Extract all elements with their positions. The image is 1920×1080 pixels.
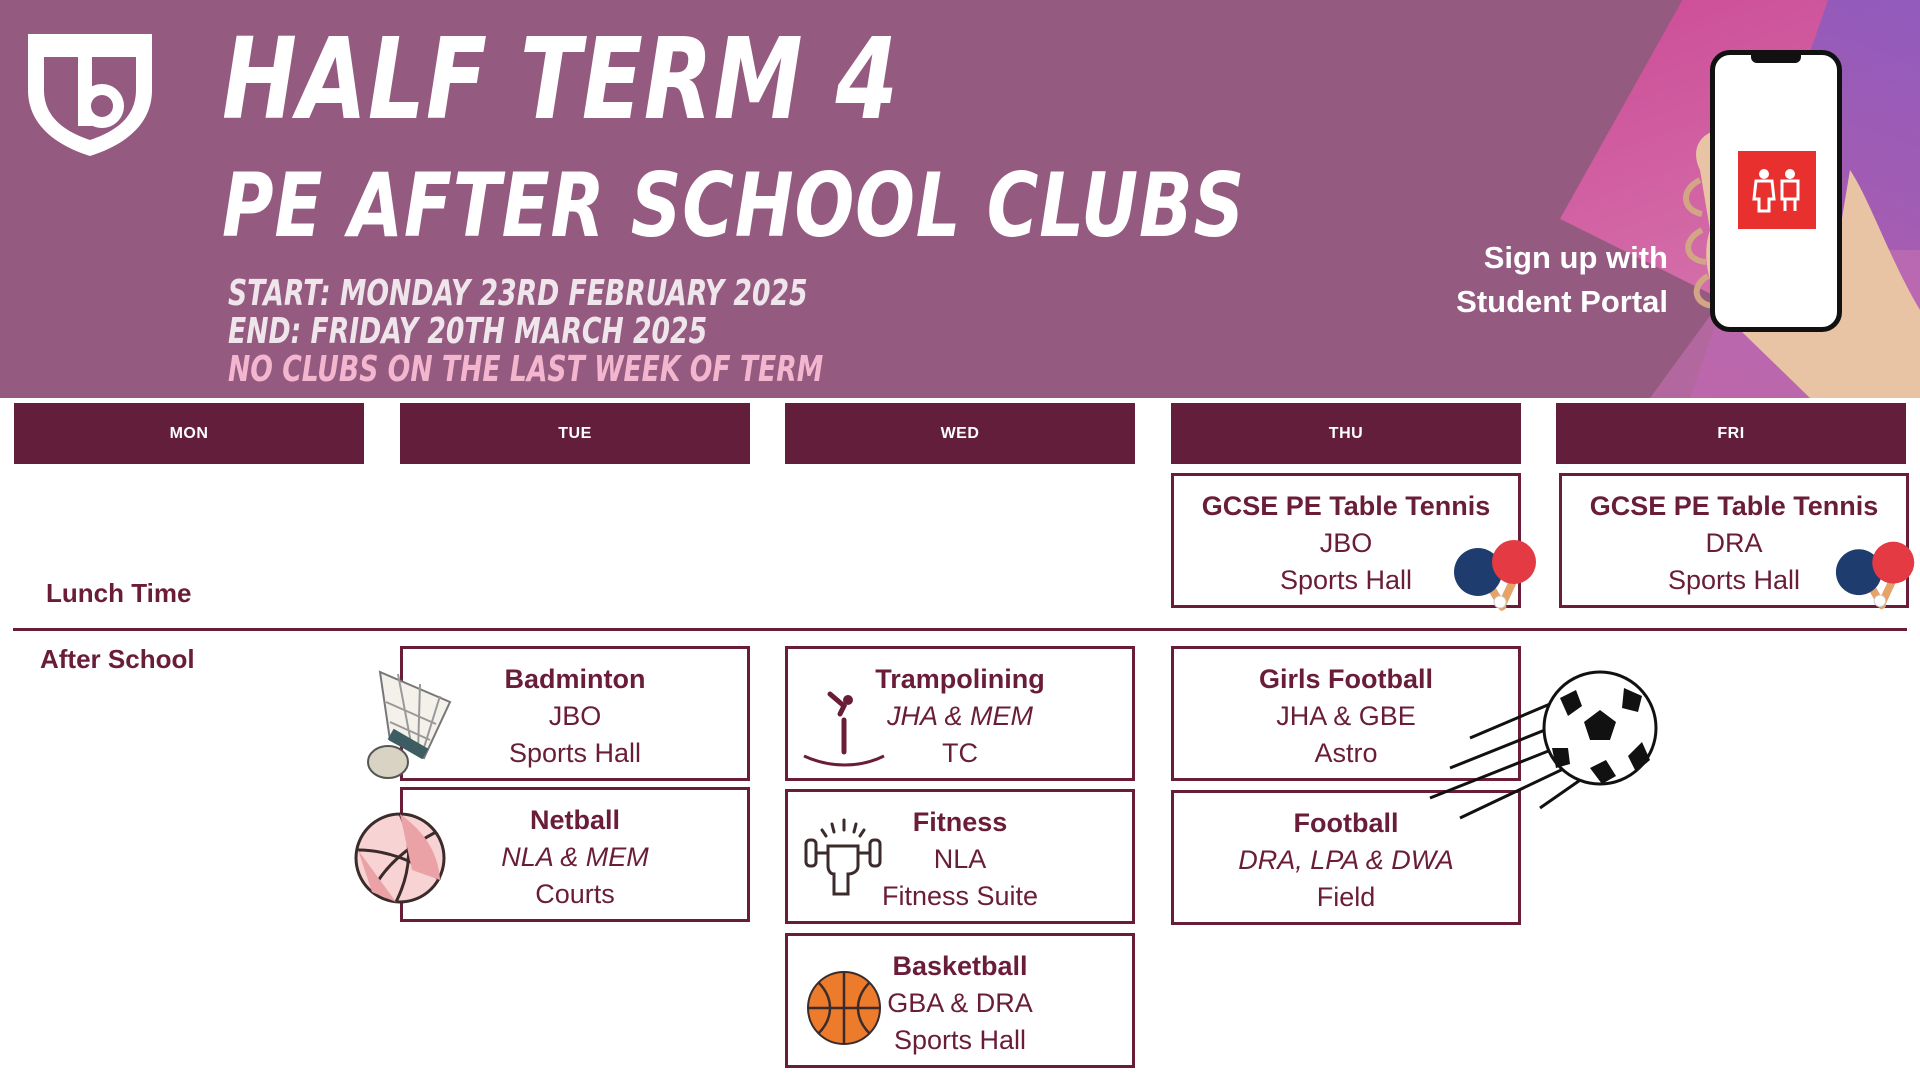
volleyball-icon <box>352 810 448 906</box>
start-date: START: MONDAY 23RD FEBRUARY 2025 <box>228 273 808 314</box>
end-date: END: FRIDAY 20TH MARCH 2025 <box>228 311 708 352</box>
club-location: Astro <box>1314 738 1378 768</box>
club-name: Fitness <box>912 807 1008 837</box>
day-header-mon: MON <box>14 403 364 464</box>
club-name: Basketball <box>892 951 1028 981</box>
club-staff: JHA & GBE <box>1276 701 1416 731</box>
row-divider <box>13 628 1907 631</box>
table-tennis-icon <box>1452 536 1542 616</box>
club-location: TC <box>942 738 978 768</box>
club-name: Football <box>1293 808 1399 838</box>
club-staff: NLA & MEM <box>501 842 649 872</box>
club-location: Fitness Suite <box>881 881 1039 911</box>
school-logo-icon <box>22 30 158 158</box>
dumbbell-fist-icon <box>802 818 884 898</box>
club-card-netball <box>400 787 750 922</box>
signup-line: Sign up with <box>1483 240 1668 275</box>
page-title: HALF TERM 4 <box>222 15 899 145</box>
club-location: Sports Hall <box>508 738 642 768</box>
club-staff: DRA <box>1705 528 1763 558</box>
club-location: Sports Hall <box>893 1025 1027 1055</box>
header-banner <box>0 0 1920 398</box>
club-location: Field <box>1316 882 1376 912</box>
club-location: Courts <box>535 879 615 909</box>
gymnast-icon <box>800 690 890 770</box>
page-subtitle: PE AFTER SCHOOL CLUBS <box>222 154 1245 257</box>
basketball-icon <box>806 970 882 1046</box>
day-header-thu: THU <box>1171 403 1521 464</box>
club-name: GCSE PE Table Tennis <box>1201 491 1491 521</box>
club-name: Girls Football <box>1258 664 1433 694</box>
club-name: Trampolining <box>875 664 1045 694</box>
notice-text: NO CLUBS ON THE LAST WEEK OF TERM <box>228 349 824 390</box>
club-staff: JBO <box>548 701 602 731</box>
club-location: Sports Hall <box>1667 565 1801 595</box>
soccer-ball-icon <box>1410 668 1660 824</box>
club-staff: GBA & DRA <box>887 988 1033 1018</box>
club-name: Netball <box>529 805 621 835</box>
club-staff: NLA <box>933 844 987 874</box>
table-tennis-icon <box>1834 536 1920 616</box>
day-header-tue: TUE <box>400 403 750 464</box>
club-staff: JHA & MEM <box>886 701 1033 731</box>
club-name: Badminton <box>504 664 646 694</box>
signup-line: Student Portal <box>1456 284 1668 319</box>
club-staff: JBO <box>1319 528 1373 558</box>
signup-note <box>1456 236 1668 324</box>
day-header-fri: FRI <box>1556 403 1906 464</box>
phone-icon <box>1710 50 1842 332</box>
phone-notch <box>1751 55 1801 63</box>
shuttlecock-icon <box>350 662 465 780</box>
lunch-time-label: Lunch Time <box>46 578 192 608</box>
club-name: GCSE PE Table Tennis <box>1589 491 1879 521</box>
club-location: Sports Hall <box>1279 565 1413 595</box>
student-portal-app-icon <box>1738 151 1816 229</box>
day-header-wed: WED <box>785 403 1135 464</box>
club-staff: DRA, LPA & DWA <box>1238 845 1454 875</box>
after-school-label: After School <box>40 644 195 674</box>
